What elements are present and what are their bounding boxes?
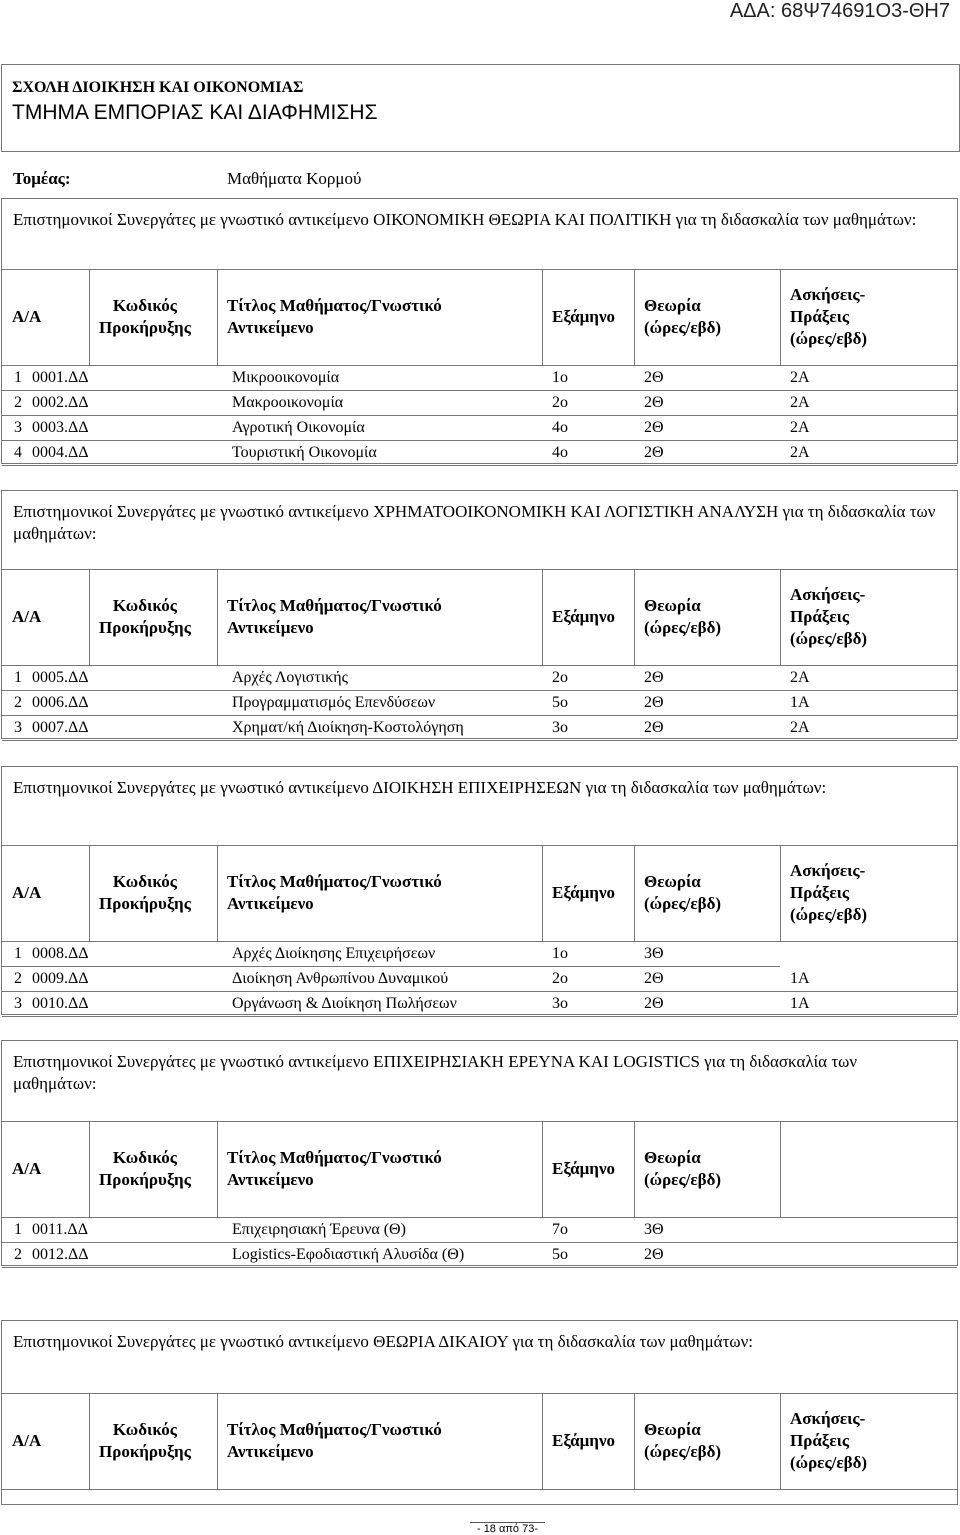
header-code [99,295,191,339]
row-code: 0002.ΔΔ [32,394,89,411]
header-practice [790,584,867,650]
row-semester: 5ο [552,694,568,711]
row-border [2,465,957,466]
column-divider [780,269,781,365]
header-code-line: Προκήρυξης [99,1442,191,1461]
header-code-line: Προκήρυξης [99,618,191,637]
row-aa: 1 [14,669,22,686]
row-border [2,715,957,716]
header-theory [644,871,721,915]
header-title [227,1147,442,1191]
row-theory: 2Θ [644,369,664,386]
header-practice-line: (ώρες/εβδ) [790,329,868,348]
row-semester: 5ο [552,1246,568,1263]
header-title-line: Τίτλος Μαθήματος/Γνωστικό [227,296,442,315]
page-number: - 18 από 73- [470,1522,545,1535]
table-top-border [2,845,957,846]
row-code: 0003.ΔΔ [32,419,89,436]
row-semester: 1ο [552,369,568,386]
section-heading: Επιστημονικοί Συνεργάτες με γνωστικό αντικείμενο ΕΠΙΧΕΙΡΗΣΙΑΚΗ ΕΡΕΥΝΑ ΚΑΙ LOGISTICS για τη διδασκαλία των μαθημάτων: [13,1052,858,1093]
header-theory-line: Θεωρία [644,1148,701,1167]
header-bottom-border [2,665,957,666]
table-top-border [2,1121,957,1122]
section-1 [1,198,958,464]
row-aa: 2 [14,970,22,987]
row-theory: 2Θ [644,444,664,461]
section-5 [1,1320,958,1505]
header-title-line: Τίτλος Μαθήματος/Γνωστικό [227,1420,442,1439]
row-code: 0008.ΔΔ [32,945,89,962]
header-practice-line: Ασκήσεις- [790,1409,866,1428]
header-title-line: Αντικείμενο [227,618,314,637]
row-practice: 2Α [790,669,810,686]
column-divider [634,1121,635,1217]
header-practice-line: (ώρες/εβδ) [790,629,868,648]
row-theory: 2Θ [644,669,664,686]
header-practice [790,284,867,350]
row-code: 0009.ΔΔ [32,970,89,987]
row-aa: 4 [14,444,22,461]
column-divider [89,269,90,365]
section-4 [1,1040,958,1266]
header-theory-line: Θεωρία [644,872,701,891]
row-border [2,690,957,691]
row-aa: 2 [14,394,22,411]
table-top-border [2,269,957,270]
row-border [2,991,957,992]
header-title-line: Τίτλος Μαθήματος/Γνωστικό [227,1148,442,1167]
header-practice-line: Πράξεις [790,607,850,626]
header-aa [12,606,41,628]
row-code: 0001.ΔΔ [32,369,89,386]
table-top-border [2,569,957,570]
header-title [227,595,442,639]
header-aa-line: Α/Α [12,1159,42,1178]
row-title: Μακροοικονομία [232,394,344,411]
row-border [2,740,957,741]
row-border [2,1242,957,1243]
row-title: Προγραμματισμός Επενδύσεων [232,694,436,711]
row-theory: 3Θ [644,945,664,962]
row-practice: 2Α [790,419,810,436]
row-aa: 1 [14,945,22,962]
row-semester: 3ο [552,995,568,1012]
row-practice: 2Α [790,394,810,411]
row-border [2,1267,957,1268]
row-title: Επιχειρησιακή Έρευνα (Θ) [232,1221,406,1238]
row-theory: 2Θ [644,419,664,436]
header-code-line: Κωδικός [112,296,177,315]
row-title: Αρχές Λογιστικής [232,669,348,686]
header-theory-line: (ώρες/εβδ) [644,894,722,913]
row-semester: 2ο [552,669,568,686]
row-theory: 3Θ [644,1221,664,1238]
header-bottom-border [2,941,957,942]
column-divider [542,1393,543,1489]
column-divider [634,1393,635,1489]
header-code [99,1419,191,1463]
section-heading: Επιστημονικοί Συνεργάτες με γνωστικό αντικείμενο ΧΡΗΜΑΤΟΟΙΚΟΝΟΜΙΚΗ ΚΑΙ ΛΟΓΙΣΤΙΚΗ ΑΝΑΛΥΣΗ για τη διδασκαλία των μαθημάτων: [13,502,936,543]
header-theory-line: (ώρες/εβδ) [644,1170,722,1189]
header-practice-line: Πράξεις [790,307,850,326]
column-divider [89,845,90,941]
header-semester [552,882,615,904]
column-divider [634,269,635,365]
header-practice-line: Πράξεις [790,883,850,902]
column-divider [217,569,218,665]
row-semester: 2ο [552,394,568,411]
sector-label: Τομέας: [13,169,71,188]
header-code [99,871,191,915]
header-semester [552,306,615,328]
department-name: ΤΜΗΜΑ ΕΜΠΟΡΙΑΣ ΚΑΙ ΔΙΑΦΗΜΙΣΗΣ [12,101,378,124]
header-theory [644,595,721,639]
header-theory-line: (ώρες/εβδ) [644,1442,722,1461]
header-practice-line: Πράξεις [790,1431,850,1450]
row-title: Μικροοικονομία [232,369,340,386]
row-practice: 1Α [790,995,810,1012]
row-code: 0012.ΔΔ [32,1246,89,1263]
row-border [2,966,780,967]
header-theory [644,1147,721,1191]
column-divider [542,569,543,665]
header-code-line: Κωδικός [112,596,177,615]
row-theory: 2Θ [644,1246,664,1263]
header-semester [552,606,615,628]
header-theory [644,295,721,339]
header-theory-line: Θεωρία [644,596,701,615]
header-semester [552,1430,615,1452]
row-title: Αρχές Διοίκησης Επιχειρήσεων [232,945,436,962]
row-aa: 1 [14,369,22,386]
header-practice [790,1408,867,1474]
header-theory-line: Θεωρία [644,296,701,315]
header-practice-line: (ώρες/εβδ) [790,905,868,924]
header-code-line: Κωδικός [112,1148,177,1167]
header-practice [790,860,867,926]
header-title [227,871,442,915]
column-divider [634,845,635,941]
row-semester: 2ο [552,970,568,987]
row-code: 0011.ΔΔ [32,1221,88,1238]
header-aa [12,882,41,904]
header-practice-line: Ασκήσεις- [790,861,866,880]
row-semester: 3ο [552,719,568,736]
column-divider [780,1393,781,1489]
row-title: Τουριστική Οικονομία [232,444,377,461]
column-divider [542,269,543,365]
section-heading: Επιστημονικοί Συνεργάτες με γνωστικό αντικείμενο ΘΕΩΡΙΑ ΔΙΚΑΙΟΥ για τη διδασκαλία των μαθημάτων: [13,1332,754,1351]
row-aa: 3 [14,995,22,1012]
row-code: 0010.ΔΔ [32,995,89,1012]
row-practice: 1Α [790,970,810,987]
header-bottom-border [2,1489,957,1490]
column-divider [89,1121,90,1217]
column-divider [780,569,781,665]
row-border [2,1016,957,1017]
row-semester: 4ο [552,419,568,436]
row-aa: 1 [14,1221,22,1238]
header-semester-line: Εξάμηνο [552,607,616,626]
column-divider [780,845,781,941]
header-title-line: Αντικείμενο [227,1442,314,1461]
header-code-line: Προκήρυξης [99,318,191,337]
row-border [2,390,957,391]
row-aa: 2 [14,694,22,711]
row-border [2,415,957,416]
header-code-line: Κωδικός [112,872,177,891]
column-divider [217,1393,218,1489]
column-divider [542,1121,543,1217]
header-title-line: Τίτλος Μαθήματος/Γνωστικό [227,872,442,891]
header-semester [552,1158,615,1180]
header-aa [12,1430,41,1452]
row-practice: 2Α [790,369,810,386]
row-title: Αγροτική Οικονομία [232,419,365,436]
table-top-border [2,1393,957,1394]
row-theory: 2Θ [644,995,664,1012]
header-semester-line: Εξάμηνο [552,1431,616,1450]
row-practice: 2Α [790,719,810,736]
column-divider [217,845,218,941]
sector-value: Μαθήματα Κορμού [227,169,362,188]
row-code: 0006.ΔΔ [32,694,89,711]
header-title-line: Αντικείμενο [227,894,314,913]
header-title [227,295,442,339]
header-aa-line: Α/Α [12,307,42,326]
column-divider [217,269,218,365]
header-aa [12,306,41,328]
header-code-line: Προκήρυξης [99,894,191,913]
row-title: Διοίκηση Ανθρωπίνου Δυναμικού [232,970,449,987]
header-theory-line: Θεωρία [644,1420,701,1439]
header-aa [12,1158,41,1180]
header-code-line: Κωδικός [112,1420,177,1439]
section-2 [1,490,958,739]
row-theory: 2Θ [644,394,664,411]
header-code [99,595,191,639]
header-practice-line: (ώρες/εβδ) [790,1453,868,1472]
column-divider [217,1121,218,1217]
header-bottom-border [2,365,957,366]
row-semester: 1ο [552,945,568,962]
header-box [1,64,960,152]
row-semester: 4ο [552,444,568,461]
header-title-line: Αντικείμενο [227,1170,314,1189]
ada-code: ΑΔΑ: 68Ψ74691Ο3-ΘΗ7 [729,0,950,22]
header-theory-line: (ώρες/εβδ) [644,318,722,337]
header-semester-line: Εξάμηνο [552,1159,616,1178]
row-title: Logistics-Εφοδιαστική Αλυσίδα (Θ) [232,1246,465,1263]
section-heading: Επιστημονικοί Συνεργάτες με γνωστικό αντικείμενο ΔΙΟΙΚΗΣΗ ΕΠΙΧΕΙΡΗΣΕΩΝ για τη διδασκαλία των μαθημάτων: [13,778,827,797]
section-heading: Επιστημονικοί Συνεργάτες με γνωστικό αντικείμενο ΟΙΚΟΝΟΜΙΚΗ ΘΕΩΡΙΑ ΚΑΙ ΠΟΛΙΤΙΚΗ για τη διδασκαλία των μαθημάτων: [13,210,917,229]
row-title: Οργάνωση & Διοίκηση Πωλήσεων [232,995,457,1012]
header-aa-line: Α/Α [12,883,42,902]
header-title-line: Αντικείμενο [227,318,314,337]
row-practice: 2Α [790,444,810,461]
row-theory: 2Θ [644,719,664,736]
row-semester: 7ο [552,1221,568,1238]
row-aa: 2 [14,1246,22,1263]
header-bottom-border [2,1217,957,1218]
row-code: 0007.ΔΔ [32,719,89,736]
column-divider [780,1121,781,1217]
row-border [2,440,957,441]
column-divider [634,569,635,665]
row-theory: 2Θ [644,970,664,987]
header-semester-line: Εξάμηνο [552,307,616,326]
row-title: Χρηματ/κή Διοίκηση-Κοστολόγηση [232,719,464,736]
row-practice: 1Α [790,694,810,711]
header-title [227,1419,442,1463]
section-3 [1,766,958,1015]
header-practice-line: Ασκήσεις- [790,285,866,304]
row-aa: 3 [14,419,22,436]
row-code: 0005.ΔΔ [32,669,89,686]
header-aa-line: Α/Α [12,607,42,626]
column-divider [89,1393,90,1489]
header-theory-line: (ώρες/εβδ) [644,618,722,637]
row-code: 0004.ΔΔ [32,444,89,461]
column-divider [89,569,90,665]
header-practice-line: Ασκήσεις- [790,585,866,604]
school-name: ΣΧΟΛΗ ΔΙΟΙΚΗΣΗ ΚΑΙ ΟΙΚΟΝΟΜΙΑΣ [12,79,304,96]
row-aa: 3 [14,719,22,736]
header-title-line: Τίτλος Μαθήματος/Γνωστικό [227,596,442,615]
header-semester-line: Εξάμηνο [552,883,616,902]
header-code [99,1147,191,1191]
column-divider [542,845,543,941]
header-theory [644,1419,721,1463]
row-theory: 2Θ [644,694,664,711]
header-aa-line: Α/Α [12,1431,42,1450]
header-code-line: Προκήρυξης [99,1170,191,1189]
